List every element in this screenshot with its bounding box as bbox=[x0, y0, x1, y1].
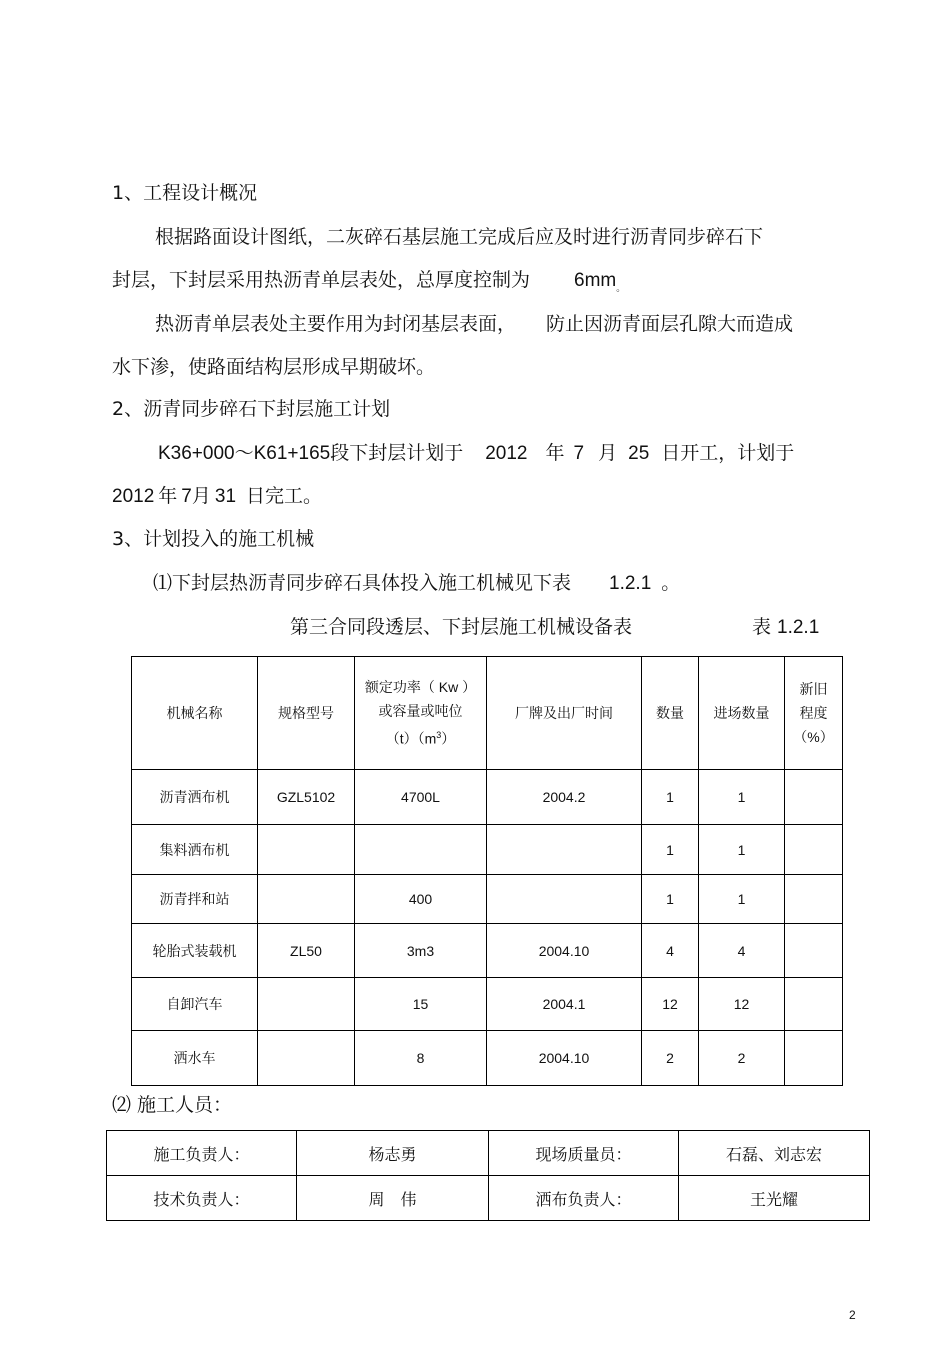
end-month: 7 bbox=[181, 486, 192, 507]
section-range: K36+000～K61+165 bbox=[158, 443, 331, 464]
paragraph-3-line-1 bbox=[158, 440, 794, 467]
cell-condition bbox=[785, 875, 843, 924]
cell-quantity: 1 bbox=[642, 770, 699, 825]
cell-arrived: 12 bbox=[699, 978, 785, 1031]
header-condition-line-1: 新旧 bbox=[799, 681, 828, 697]
paragraph-4-text: ⑴下封层热沥青同步碎石具体投入施工机械见下表 bbox=[153, 572, 572, 594]
table-row bbox=[132, 924, 843, 978]
table-label bbox=[752, 614, 819, 641]
staff-row bbox=[107, 1176, 870, 1221]
staff-role: 施工负责人： bbox=[107, 1131, 297, 1176]
header-condition-line-2: 程度 bbox=[799, 705, 828, 721]
cell-maker: 2004.10 bbox=[487, 1031, 642, 1086]
paragraph-3-line-2 bbox=[112, 483, 322, 510]
header-power-close: ） bbox=[441, 730, 456, 747]
table-reference: 1.2.1 bbox=[609, 573, 652, 594]
header-power bbox=[355, 657, 487, 770]
paragraph-1-text: 封层，下封层采用热沥青单层表处，总厚度控制为 bbox=[112, 269, 531, 291]
table-row bbox=[132, 825, 843, 875]
cell-maker bbox=[487, 825, 642, 875]
plan-text-1: 段下封层计划于 bbox=[330, 442, 464, 464]
cell-quantity: 2 bbox=[642, 1031, 699, 1086]
cell-arrived: 1 bbox=[699, 770, 785, 825]
plan-text-2: 日开工，计划于 bbox=[661, 442, 795, 464]
cell-power: 4700L bbox=[355, 770, 487, 825]
header-maker: 厂牌及出厂时间 bbox=[487, 657, 642, 770]
header-power-sup: 3 bbox=[436, 730, 442, 741]
cell-name: 沥青拌和站 bbox=[132, 875, 258, 924]
cell-name: 集料洒布机 bbox=[132, 825, 258, 875]
staff-table bbox=[106, 1130, 870, 1221]
cell-arrived: 2 bbox=[699, 1031, 785, 1086]
end-yue: 月 bbox=[191, 485, 211, 507]
cell-model: ZL50 bbox=[258, 924, 355, 978]
cell-arrived: 1 bbox=[699, 825, 785, 875]
cell-model bbox=[258, 1031, 355, 1086]
cell-power: 3m3 bbox=[355, 924, 487, 978]
staff-role: 洒布负责人： bbox=[489, 1176, 679, 1221]
section-2-heading: 2、沥青同步碎石下封层施工计划 bbox=[112, 398, 391, 420]
end-year: 2012 bbox=[112, 486, 155, 507]
end-text: 日完工。 bbox=[246, 485, 323, 507]
section-1-heading: 1、工程设计概况 bbox=[112, 182, 258, 204]
cell-power: 8 bbox=[355, 1031, 487, 1086]
cell-arrived: 1 bbox=[699, 875, 785, 924]
cell-condition bbox=[785, 978, 843, 1031]
table-row bbox=[132, 1031, 843, 1086]
start-yue: 月 bbox=[598, 442, 618, 464]
header-power-line-2: 或容量或吨位 bbox=[378, 703, 463, 720]
cell-power: 400 bbox=[355, 875, 487, 924]
paragraph-2-text-a: 热沥青单层表处主要作用为封闭基层表面， bbox=[155, 313, 517, 335]
page-number: 2 bbox=[849, 1308, 856, 1322]
staff-person: 王光耀 bbox=[679, 1176, 870, 1221]
table-label-number: 1.2.1 bbox=[777, 617, 820, 638]
cell-maker: 2004.2 bbox=[487, 770, 642, 825]
header-quantity: 数量 bbox=[642, 657, 699, 770]
cell-power: 15 bbox=[355, 978, 487, 1031]
cell-condition bbox=[785, 770, 843, 825]
table-row bbox=[132, 875, 843, 924]
cell-maker bbox=[487, 875, 642, 924]
cell-quantity: 12 bbox=[642, 978, 699, 1031]
cell-name: 轮胎式装载机 bbox=[132, 924, 258, 978]
paragraph-1-mark: 。 bbox=[616, 283, 626, 294]
cell-name: 沥青洒布机 bbox=[132, 770, 258, 825]
header-model: 规格型号 bbox=[258, 657, 355, 770]
cell-name: 洒水车 bbox=[132, 1031, 258, 1086]
start-month: 7 bbox=[573, 443, 585, 464]
staff-role: 技术负责人： bbox=[107, 1176, 297, 1221]
header-arrived: 进场数量 bbox=[699, 657, 785, 770]
paragraph-2-text-b: 防止因沥青面层孔隙大而造成 bbox=[546, 313, 794, 335]
table-title: 第三合同段透层、下封层施工机械设备表 bbox=[290, 616, 633, 638]
header-power-line-3 bbox=[355, 723, 486, 751]
end-day: 31 bbox=[214, 486, 237, 507]
paragraph-4-end: 。 bbox=[661, 572, 681, 594]
staff-person: 周 伟 bbox=[297, 1176, 489, 1221]
staff-person: 石磊、刘志宏 bbox=[679, 1131, 870, 1176]
cell-condition bbox=[785, 924, 843, 978]
table-label-text: 表 bbox=[752, 616, 772, 638]
end-nian: 年 bbox=[158, 485, 178, 507]
paragraph-1-line-2 bbox=[112, 267, 625, 302]
cell-condition bbox=[785, 825, 843, 875]
table-row bbox=[132, 978, 843, 1031]
staff-person: 杨志勇 bbox=[297, 1131, 489, 1176]
cell-arrived: 4 bbox=[699, 924, 785, 978]
header-machine-name: 机械名称 bbox=[132, 657, 258, 770]
cell-maker: 2004.1 bbox=[487, 978, 642, 1031]
header-condition-line-3: （%） bbox=[793, 729, 834, 745]
paragraph-2-line-2: 水下渗，使路面结构层形成早期破坏。 bbox=[112, 356, 436, 378]
staff-row bbox=[107, 1131, 870, 1176]
cell-quantity: 4 bbox=[642, 924, 699, 978]
paragraph-1-line-1: 根据路面设计图纸，二灰碎石基层施工完成后应及时进行沥青同步碎石下 bbox=[155, 226, 764, 248]
header-power-line-1: 额定功率（ Kw ） bbox=[364, 679, 477, 696]
header-power-unit: （t）（m bbox=[385, 730, 437, 747]
table-header-row bbox=[132, 657, 843, 770]
staff-heading: ⑵ 施工人员： bbox=[112, 1094, 233, 1116]
section-3-heading: 3、计划投入的施工机械 bbox=[112, 528, 315, 550]
start-day: 25 bbox=[628, 443, 650, 464]
cell-quantity: 1 bbox=[642, 825, 699, 875]
cell-condition bbox=[785, 1031, 843, 1086]
start-nian: 年 bbox=[545, 442, 565, 464]
equipment-table bbox=[131, 656, 843, 1086]
cell-model bbox=[258, 875, 355, 924]
header-condition bbox=[785, 657, 843, 770]
cell-quantity: 1 bbox=[642, 875, 699, 924]
staff-role: 现场质量员： bbox=[489, 1131, 679, 1176]
cell-model bbox=[258, 978, 355, 1031]
paragraph-4 bbox=[153, 570, 680, 597]
cell-name: 自卸汽车 bbox=[132, 978, 258, 1031]
table-row bbox=[132, 770, 843, 825]
thickness-value: 6mm bbox=[574, 270, 617, 291]
paragraph-2-line-1 bbox=[155, 311, 793, 337]
cell-power bbox=[355, 825, 487, 875]
cell-maker: 2004.10 bbox=[487, 924, 642, 978]
cell-model: GZL5102 bbox=[258, 770, 355, 825]
cell-model bbox=[258, 825, 355, 875]
start-year: 2012 bbox=[485, 443, 528, 464]
